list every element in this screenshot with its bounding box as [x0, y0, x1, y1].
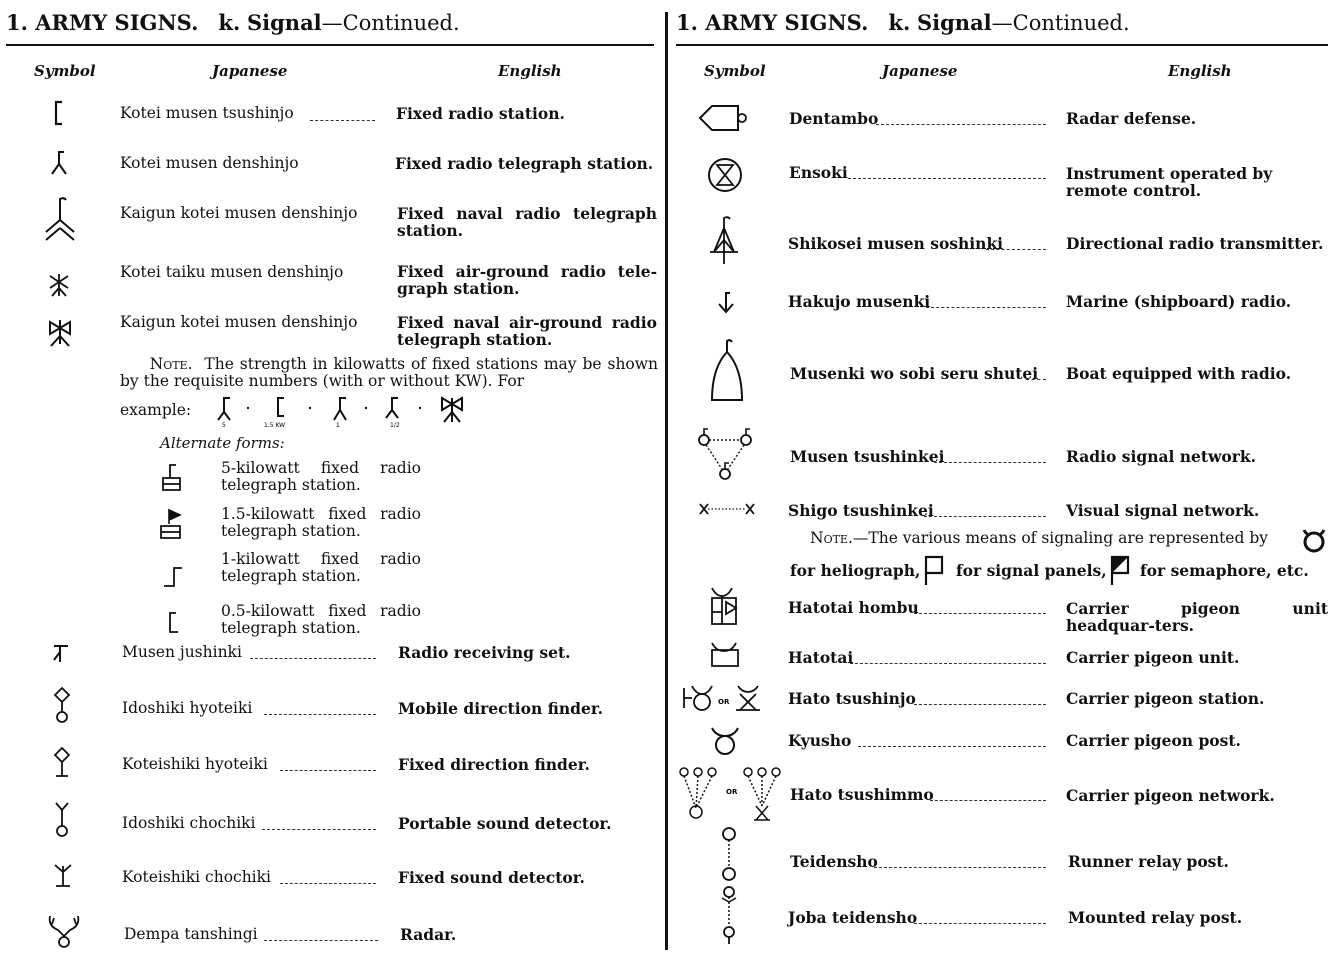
note-text: for heliograph,: [790, 561, 921, 580]
remote-control-instrument-icon: [706, 156, 744, 194]
english-term: Carrier pigeon post.: [1066, 731, 1241, 750]
section-title: 1. ARMY SIGNS.: [676, 10, 869, 35]
page-header: [676, 10, 1130, 35]
japanese-term: Musenki wo sobi seru shutei: [790, 364, 1039, 383]
fixed-naval-air-ground-radio-telegraph-station-icon: [46, 318, 74, 348]
radar-icon: [44, 914, 84, 950]
directional-radio-transmitter-icon: [708, 214, 742, 266]
alternate-form-text: 1.5-kilowatt fixed radio telegraph station.: [221, 505, 421, 540]
japanese-term: Dentambo: [789, 109, 879, 128]
english-term: Mounted relay post.: [1068, 908, 1243, 927]
japanese-term: Teidensho: [790, 852, 878, 871]
japanese-term: Ensoki: [789, 163, 848, 182]
fixed-naval-radio-telegraph-station-icon: [40, 196, 80, 242]
english-term: Radio receiving set.: [398, 643, 571, 662]
japanese-term: Kotei taiku musen denshinjo: [120, 263, 344, 281]
english-term: Fixed radio telegraph station.: [395, 154, 654, 173]
column-head-japanese: Japanese: [882, 62, 958, 80]
sub-letter: k.: [888, 10, 911, 35]
english-term: Carrier pigeon unit headquar-ters.: [1066, 599, 1328, 635]
1-5-kilowatt-station-icon: [158, 506, 184, 542]
japanese-term: Idoshiki chochiki: [122, 814, 256, 832]
japanese-term: Idoshiki hyoteiki: [122, 699, 253, 717]
fixed-direction-finder-icon: [50, 746, 74, 780]
japanese-term: Kaigun kotei musen denshinjo: [120, 204, 358, 222]
note-text: —The various means of signaling are represented by: [852, 529, 1269, 547]
example-label-5: 5: [222, 422, 226, 429]
japanese-term: Koteishiki hyoteiki: [122, 755, 268, 773]
note-text: for semaphore, etc.: [1140, 561, 1309, 580]
japanese-term: Kotei musen tsushinjo: [120, 104, 294, 122]
pigeon-unit-icon: [706, 640, 744, 668]
or-label: OR: [718, 698, 730, 706]
english-term: Fixed radio station.: [396, 104, 565, 123]
note-paragraph: [810, 530, 1310, 547]
japanese-term: Dempa tanshingi: [124, 925, 258, 943]
subsection-title: Signal: [246, 10, 322, 35]
pigeon-post-icon: [708, 724, 742, 758]
example-label-half: 1/2: [390, 422, 400, 429]
header-rule: [676, 44, 1328, 46]
section-title: 1. ARMY SIGNS.: [6, 10, 199, 35]
column-head-japanese: Japanese: [212, 62, 288, 80]
japanese-term: Shigo tsushinkei: [788, 501, 934, 520]
dot-leader: [262, 829, 376, 830]
example-label-1: 1: [336, 422, 340, 429]
japanese-term: Joba teidensho: [788, 908, 918, 927]
0-5-kilowatt-station-icon: [164, 610, 184, 636]
pigeon-unit-hq-icon: [706, 584, 742, 628]
signal-panel-icon: [922, 553, 946, 587]
alternate-forms-label: Alternate forms:: [160, 434, 285, 452]
english-term: Radar.: [400, 925, 457, 944]
dot-leader: [264, 940, 378, 941]
dot-leader: [264, 714, 376, 715]
dot-leader: [914, 613, 1046, 614]
japanese-term: Hato tsushimmo: [790, 785, 934, 804]
english-term: Fixed air-ground radio tele-graph station.: [397, 262, 657, 298]
example-label: example:: [120, 401, 192, 419]
fixed-radio-telegraph-station-icon: [48, 150, 72, 178]
pigeon-station-icon: [680, 680, 766, 716]
english-term: Marine (shipboard) radio.: [1066, 292, 1292, 311]
column-head-english: English: [1168, 62, 1232, 80]
dot-leader: [250, 658, 376, 659]
dot-leader: [850, 663, 1046, 664]
english-term: Instrument operated by remote control.: [1066, 164, 1273, 200]
header-rule: [6, 44, 654, 46]
english-term: Runner relay post.: [1068, 852, 1229, 871]
english-term: Fixed naval radio telegraph station.: [397, 204, 657, 240]
dot-leader: [280, 770, 376, 771]
radar-defense-icon: [696, 102, 752, 136]
japanese-term: Hato tsushinjo: [788, 689, 916, 708]
kilowatt-example-icons: [208, 394, 468, 428]
right-page-column: [670, 0, 1335, 970]
japanese-term: Hatotai: [788, 648, 854, 667]
note-label: Note.: [810, 529, 853, 547]
radio-signal-network-icon: [696, 426, 756, 482]
runner-relay-post-icon: [718, 824, 740, 884]
note-paragraph: [120, 356, 658, 390]
dot-leader: [874, 867, 1046, 868]
note-label: Note.: [149, 355, 193, 373]
dot-leader: [848, 178, 1046, 179]
japanese-term: Koteishiki chochiki: [122, 868, 271, 886]
dot-leader: [914, 704, 1046, 705]
dot-leader: [876, 124, 1046, 125]
japanese-term: Musen jushinki: [122, 643, 242, 661]
column-head-symbol: Symbol: [704, 62, 766, 80]
1-kilowatt-station-icon: [160, 564, 186, 590]
english-term: Directional radio transmitter.: [1066, 234, 1324, 253]
english-term: Carrier pigeon station.: [1066, 689, 1265, 708]
english-term: Mobile direction finder.: [398, 699, 603, 718]
continued-label: —Continued.: [991, 11, 1130, 35]
alternate-form-text: 1-kilowatt fixed radio telegraph station.: [221, 550, 421, 585]
japanese-term: Hakujo musenki: [788, 292, 931, 311]
japanese-term: Kyusho: [788, 731, 852, 750]
note-text: for signal panels,: [956, 561, 1107, 580]
english-term: Radar defense.: [1066, 109, 1197, 128]
japanese-term: Kaigun kotei musen denshinjo: [120, 313, 358, 331]
subsection-title: Signal: [916, 10, 992, 35]
english-term: Portable sound detector.: [398, 814, 612, 833]
dot-leader: [986, 249, 1046, 250]
radio-receiving-set-icon: [50, 640, 74, 664]
left-page-column: [0, 0, 664, 970]
english-term: Fixed sound detector.: [398, 868, 585, 887]
mounted-relay-post-icon: [718, 884, 740, 946]
alternate-form-text: 5-kilowatt fixed radio telegraph station.: [221, 459, 421, 494]
boat-with-radio-icon: [708, 338, 746, 408]
dot-leader: [310, 120, 375, 121]
japanese-term: Shikosei musen soshinki: [788, 234, 1004, 253]
dot-leader: [930, 800, 1046, 801]
english-term: Visual signal network.: [1066, 501, 1260, 520]
english-term: Boat equipped with radio.: [1066, 364, 1292, 383]
english-term: Carrier pigeon network.: [1066, 786, 1275, 805]
mobile-direction-finder-icon: [50, 686, 74, 726]
portable-sound-detector-icon: [50, 800, 74, 840]
english-term: Radio signal network.: [1066, 447, 1257, 466]
column-head-symbol: Symbol: [34, 62, 96, 80]
fixed-sound-detector-icon: [50, 862, 76, 892]
japanese-term: Musen tsushinkei: [790, 447, 945, 466]
continued-label: —Continued.: [321, 11, 460, 35]
column-head-english: English: [498, 62, 562, 80]
pigeon-network-icon: [676, 762, 788, 824]
dot-leader: [924, 516, 1046, 517]
japanese-term: Kotei musen denshinjo: [120, 154, 299, 172]
marine-radio-icon: [714, 290, 740, 318]
page-header: [6, 10, 460, 35]
english-term: Carrier pigeon unit.: [1066, 648, 1240, 667]
5-kilowatt-station-icon: [160, 462, 184, 492]
dot-leader: [280, 883, 376, 884]
fixed-radio-station-icon: [48, 100, 72, 128]
japanese-term: Hatotai hombu: [788, 598, 919, 617]
sub-letter: k.: [218, 10, 241, 35]
dot-leader: [934, 462, 1046, 463]
alternate-form-text: 0.5-kilowatt fixed radio telegraph station.: [221, 602, 421, 637]
dot-leader: [914, 923, 1046, 924]
english-term: Fixed naval air-ground radio telegraph station.: [397, 313, 657, 349]
english-term: Fixed direction finder.: [398, 755, 590, 774]
or-label: OR: [726, 788, 738, 796]
example-label-1-5-kw: 1.5 KW: [264, 422, 286, 429]
fixed-air-ground-radio-telegraph-station-icon: [46, 272, 72, 298]
heliograph-icon: [1300, 526, 1330, 556]
dot-leader: [926, 307, 1046, 308]
visual-signal-network-icon: [696, 498, 760, 520]
semaphore-icon: [1108, 553, 1132, 587]
note-text: The strength in kilowatts of fixed stations may be shown by the requisite numbers (with or without KW). For: [120, 355, 659, 390]
dot-leader: [858, 746, 1046, 747]
dot-leader: [1026, 379, 1046, 380]
column-divider: [665, 12, 668, 950]
